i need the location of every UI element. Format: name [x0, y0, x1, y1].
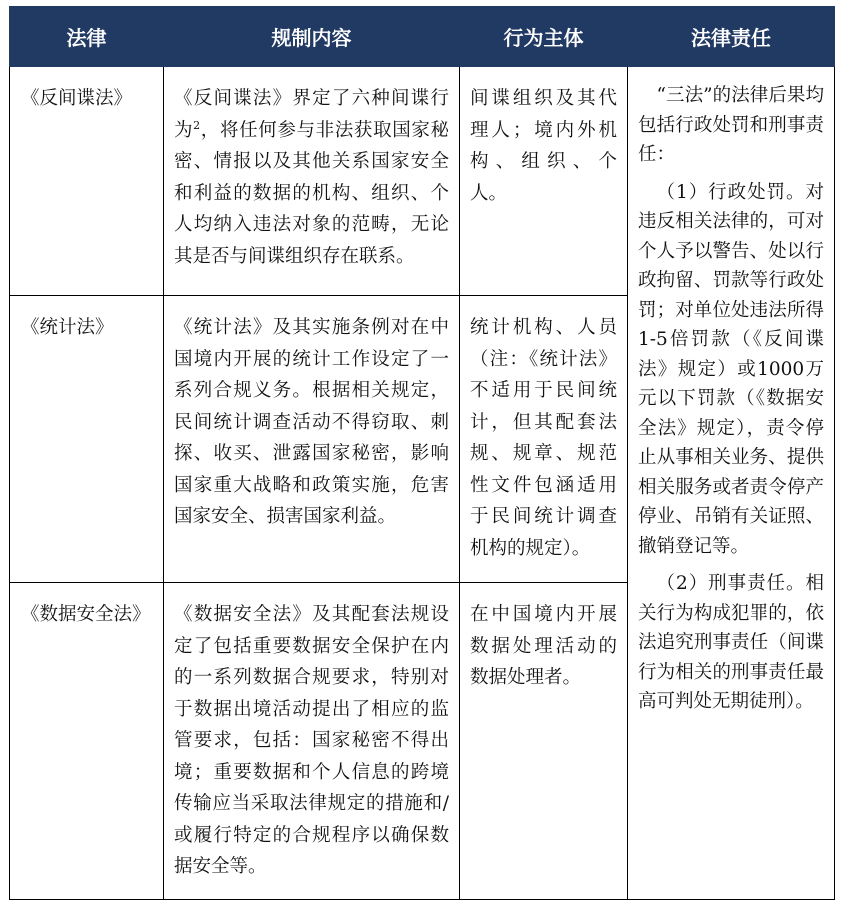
law-name-cell: 《反间谍法》 [10, 67, 164, 296]
liability-criminal: （2）刑事责任。相关行为构成犯罪的，依法追究刑事责任（间谍行为相关的刑事责任最高可判处无期徒刑）。 [638, 573, 824, 712]
content-text: ，将任何参与非法获取国家秘密、情报以及其他关系国家安全和利益的数据的机构、组织、个人均纳入违法对象的范畴，无论其是否与间谍组织存在联系。 [174, 119, 449, 267]
law-name-cell: 《数据安全法》 [10, 583, 164, 900]
liability-intro: “三法”的法律后果均包括行政处罚和刑事责任： [638, 85, 824, 165]
subject-cell: 在中国境内开展数据处理活动的数据处理者。 [460, 583, 628, 900]
content-cell: 《数据安全法》及其配套法规设定了包括重要数据安全保护在内的一系列数据合规要求，特别对于数据出境活动提出了相应的监管要求，包括：国家秘密不得出境；重要数据和个人信息的跨境传输应当采取法律规定的措施和/或履行特定的合规程序以确保数据安全等。 [164, 583, 460, 900]
table-header-row [10, 7, 835, 67]
content-cell: 《统计法》及其实施条例对在中国境内开展的统计工作设定了一系列合规义务。根据相关规定，民间统计调查活动不得窃取、刺探、收买、泄露国家秘密，影响国家重大战略和政策实施，危害国家安全、损害国家利益。 [164, 296, 460, 583]
law-comparison-table [9, 6, 835, 900]
content-cell [164, 67, 460, 296]
header-content: 规制内容 [164, 7, 460, 67]
table-row [10, 67, 835, 296]
liability-cell [628, 67, 835, 900]
liability-admin: （1）行政处罚。对违反相关法律的，可对个人予以警告、处以行政拘留、罚款等行政处罚；对单位处违法所得1-5倍罚款（《反间谍法》规定）或1000万元以下罚款（《数据安全法》规定），责令停止从事相关业务、提供相关服务或者责令停产停业、吊销有关证照、撤销登记等。 [638, 181, 824, 557]
footnote-ref: 2 [193, 118, 201, 132]
content-text: 《反间谍法》界定了六种间谍行为 [174, 88, 449, 141]
header-subject: 行为主体 [460, 7, 628, 67]
law-name-cell: 《统计法》 [10, 296, 164, 583]
header-liability: 法律责任 [628, 7, 835, 67]
subject-cell: 间谍组织及其代理人；境内外机构、组织、个人。 [460, 67, 628, 296]
header-law: 法律 [10, 7, 164, 67]
subject-cell: 统计机构、人员（注：《统计法》不适用于民间统计，但其配套法规、规章、规范性文件包涵适用于民间统计调查机构的规定）。 [460, 296, 628, 583]
